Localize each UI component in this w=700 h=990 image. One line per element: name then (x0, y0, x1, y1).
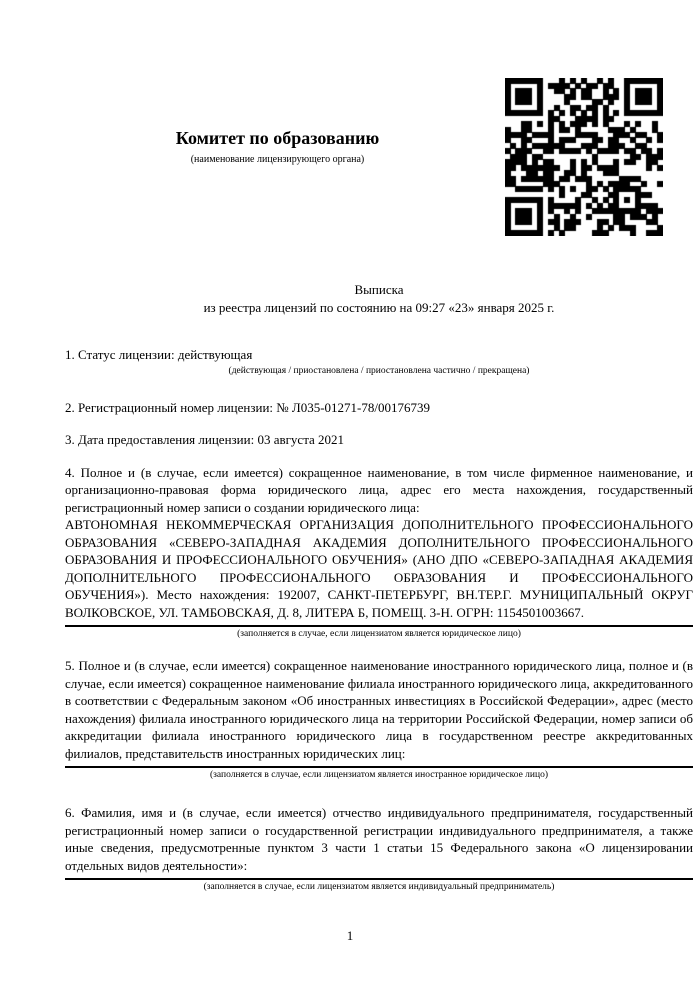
field-underline (65, 625, 693, 627)
document-body (0, 281, 700, 894)
item-individual-entrepreneur (65, 804, 693, 894)
document-title-line2: из реестра лицензий по состоянию на 09:27 «23» января 2025 г. (203, 299, 555, 315)
legal-entity-value: АВТОНОМНАЯ НЕКОММЕРЧЕСКАЯ ОРГАНИЗАЦИЯ ДОПОЛНИТЕЛЬНОГО ПРОФЕССИОНАЛЬНОГО ОБРАЗОВАНИЯ «СЕВЕРО-ЗАПАДНАЯ АКАДЕМИЯ ДОПОЛНИТЕЛЬНОГО ПРОФЕССИОНАЛЬНОГО ОБРАЗОВАНИЯ И ПРОФЕССИОНАЛЬНОГО ОБУЧЕНИЯ» (АНО ДПО «СЕВЕРО-ЗАПАДНАЯ АКАДЕМИЯ ДОПОЛНИТЕЛЬНОГО ПРОФЕССИОНАЛЬНОГО ОБРАЗОВАНИЯ И ПРОФЕССИОНАЛЬНОГО ОБУЧЕНИЯ»). Место нахождения: 192007, САНКТ-ПЕТЕРБУРГ, ВН.ТЕР.Г. МУНИЦИПАЛЬНЫЙ ОКРУГ ВОЛКОВСКОЕ, УЛ. ТАМБОВСКАЯ, Д. 8, ЛИТЕРА Б, ПОМЕЩ. 3-Н. ОГРН: 1154501003667. (65, 517, 693, 620)
page-number: 1 (346, 928, 354, 943)
document-title-line1: Выписка (354, 282, 404, 297)
document-title (65, 281, 693, 316)
individual-entrepreneur-text: 6. Фамилия, имя и (в случае, если имеется) отчество индивидуального предпринимателя, государственный регистрационный номер записи о государственной регистрации индивидуального предпринимателя, а также иные сведения, предусмотренные пунктом 3 части 1 статьи 15 Федерального закона «О лицензировании отдельных видов деятельности»: (65, 805, 693, 873)
legal-entity-text: 4. Полное и (в случае, если имеется) сокращенное наименование, в том числе фирменное наименование, и организационно-правовая форма юридического лица, адрес его места нахождения, государственный регистрационный номер записи о создании юридического лица: (65, 464, 693, 515)
item-grant-date (65, 431, 693, 449)
licensing-authority-name: Комитет по образованию (175, 128, 380, 148)
field-underline (65, 766, 693, 768)
registration-number-text: 2. Регистрационный номер лицензии: № Л035-01271-78/00176739 (65, 399, 431, 415)
licensing-authority-block (65, 128, 490, 165)
foreign-entity-caption: (заполняется в случае, если лицензиатом является иностранное юридическое лицо) (210, 770, 548, 780)
item-registration-number (65, 399, 693, 417)
individual-entrepreneur-caption: (заполняется в случае, если лицензиатом является индивидуальный предприниматель) (203, 882, 555, 892)
field-underline (65, 878, 693, 880)
document-header (0, 0, 700, 235)
item-foreign-entity (65, 657, 693, 782)
license-status-caption: (действующая / приостановлена / приостановлена частично / прекращена) (228, 365, 530, 376)
foreign-entity-text: 5. Полное и (в случае, если имеется) сокращенное наименование иностранного юридического лица, полное и (в случае, если имеется) сокращенное наименование филиала иностранного юридического лица, аккредитованного в соответствии с Федеральным законом «Об иностранных инвестициях в Российской Федерации», адрес (место нахождения) филиала иностранного юридического лица на территории Российской Федерации, номер записи об аккредитации филиала иностранного юридического лица в государственном реестре аккредитованных филиалов, представительств иностранных юридических лиц: (65, 658, 693, 761)
license-status-text: 1. Статус лицензии: действующая (65, 347, 253, 362)
item-license-status (65, 346, 693, 378)
legal-entity-caption: (заполняется в случае, если лицензиатом является юридическое лицо) (237, 629, 521, 639)
licensing-authority-caption: (наименование лицензирующего органа) (190, 153, 365, 165)
grant-date-text: 3. Дата предоставления лицензии: 03 августа 2021 (65, 432, 345, 447)
item-legal-entity (65, 464, 693, 642)
qr-code-icon (505, 78, 663, 236)
